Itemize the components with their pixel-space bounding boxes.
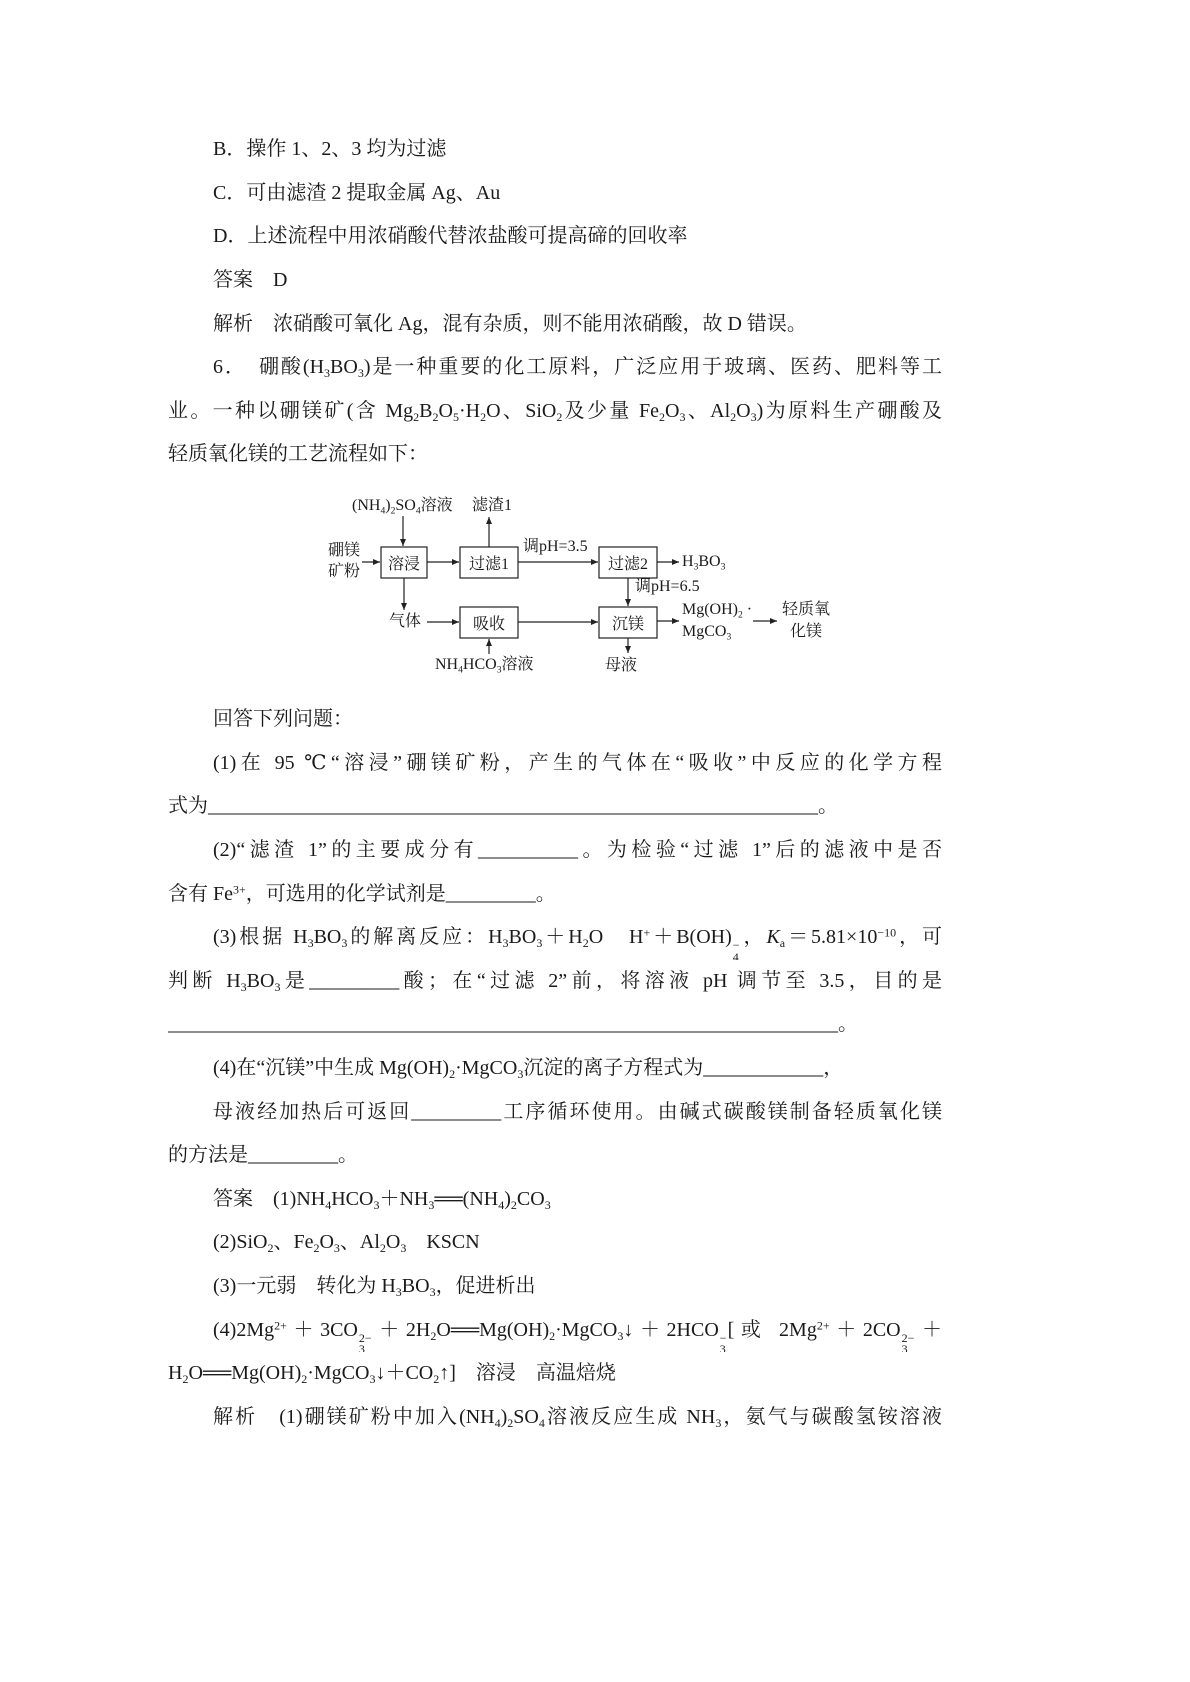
superscript: 2+	[274, 1317, 287, 1332]
text-run: (4)2Mg	[213, 1318, 275, 1341]
analysis-6-line-1	[168, 1396, 942, 1440]
box-precipitate	[599, 607, 657, 638]
text-run: (2)SiO	[213, 1231, 268, 1254]
answer-5	[168, 259, 942, 303]
residue-1-label	[472, 495, 512, 517]
light-mgo-line-1	[778, 599, 834, 621]
text-run: 判断 H	[168, 969, 241, 992]
subscript: 2	[510, 1197, 517, 1212]
sub-question-4-line-2	[168, 1091, 942, 1135]
subscript: 3	[274, 979, 281, 994]
text-run: ══(NH	[434, 1187, 499, 1210]
subscript: 3	[720, 561, 726, 573]
text-run: (2)“滤渣 1”的主要成分有__________。为检验“过滤 1”后的滤液中是否	[213, 838, 942, 861]
text-run: 的方法是_________。	[168, 1144, 358, 1167]
text-run: 、Fe	[273, 1231, 314, 1254]
superscript: −10	[877, 925, 897, 940]
text-run: 溶液	[501, 656, 534, 673]
ion-charge	[733, 940, 740, 960]
flowchart-lines	[318, 488, 858, 683]
adjust-ph-2-label	[635, 576, 700, 598]
question-6-body	[168, 698, 942, 1439]
text-run: 答案 (1)NH	[213, 1187, 326, 1210]
text-run: )是一种重要的化工原料，广泛应用于玻璃、医药、肥料等工	[363, 356, 942, 379]
subscript: 3	[544, 1197, 551, 1212]
text-run: ·MgCO	[455, 1056, 518, 1079]
text-run: 答案 D	[213, 268, 288, 291]
prompt-line	[168, 698, 942, 742]
sub-question-3-line-1	[168, 916, 942, 960]
text-run: 及少量 Fe	[562, 399, 660, 422]
option-d	[168, 215, 942, 259]
subscript: 2	[413, 409, 420, 424]
text-run: 调pH=6.5	[635, 578, 700, 595]
text-run: 溶液	[420, 497, 453, 514]
subscript: 2	[730, 409, 737, 424]
ion-charge	[358, 1330, 372, 1353]
subscript: 3	[496, 664, 502, 676]
text-run: O══Mg(OH)	[188, 1362, 302, 1385]
superscript: 2−	[901, 1330, 915, 1345]
text-run: 吸收	[472, 616, 505, 633]
subscript: 3	[901, 1341, 908, 1353]
text-run: 轻质氧化镁的工艺流程如下：	[168, 443, 428, 466]
text-run: ·H	[458, 399, 481, 422]
text-run: MgCO	[682, 623, 727, 640]
raw-material-line-2	[328, 561, 360, 582]
text-run: )	[500, 1405, 508, 1428]
text-run: (1)在 95 ℃“溶浸”硼镁矿粉，产生的气体在“吸收”中反应的化学方程	[213, 751, 942, 774]
text-run: H	[168, 1362, 183, 1385]
adjust-ph-1-label	[523, 536, 588, 558]
basic-carbonate-label	[682, 599, 752, 643]
text-run: O══Mg(OH)	[436, 1318, 550, 1341]
text-run: (3)根据 H	[213, 926, 308, 949]
subscript: 2	[430, 1328, 437, 1343]
text-run: 轻质氧	[781, 601, 830, 618]
text-run: 溶液反应生成 NH	[544, 1405, 716, 1428]
subscript: 3	[333, 1241, 340, 1256]
basic-carbonate-line-2	[682, 621, 752, 643]
box-filter-1	[460, 547, 518, 578]
reagent-label	[352, 495, 453, 517]
text-run: 解析 (1)硼镁矿粉中加入(NH	[213, 1405, 495, 1428]
text-run: HCO	[462, 656, 497, 673]
subscript: 3	[373, 1197, 380, 1212]
subscript: 2	[480, 409, 487, 424]
text-run: BO	[330, 356, 358, 379]
superscript: 2−	[358, 1330, 372, 1345]
text-run: BO	[401, 1274, 430, 1297]
sub-question-3-line-2	[168, 960, 942, 1004]
subscript: 2	[738, 609, 743, 621]
text-run: KSCN	[406, 1231, 480, 1254]
subscript: 3	[307, 936, 314, 951]
option-b	[168, 128, 942, 172]
text-run: ＋2H	[372, 1318, 431, 1341]
text-run: 过滤2	[607, 556, 648, 573]
text-run: (NH	[352, 497, 381, 514]
mother-liquor-label	[605, 655, 637, 677]
subscript: 3	[369, 1372, 376, 1387]
text-run: Mg(OH)	[682, 601, 738, 618]
text-run: (3)一元弱 转化为 H	[213, 1274, 396, 1297]
text-run: )	[504, 1187, 511, 1210]
text-run: 、Al	[339, 1231, 380, 1254]
subscript: 2	[301, 1372, 308, 1387]
text-run: 调pH=3.5	[523, 538, 588, 555]
text-run: ·MgCO	[307, 1362, 370, 1385]
question-5-tail	[168, 128, 942, 477]
text-run: ＋B(OH)	[650, 926, 732, 949]
text-run: D．上述流程中用浓硝酸代替浓盐酸可提高碲的回收率	[213, 225, 688, 248]
text-run: 6． 硼酸(H	[213, 356, 325, 379]
subscript: 3	[395, 1285, 402, 1300]
subscript: 4	[380, 505, 386, 517]
text-run: 滤渣1	[472, 497, 513, 514]
text-run: O	[736, 399, 751, 422]
answer-6-part-4-line-2	[168, 1352, 942, 1396]
text-run: 过滤1	[468, 556, 509, 573]
subscript: 3	[715, 1415, 722, 1430]
subscript: 3	[536, 936, 543, 951]
subscript: 2	[433, 1372, 440, 1387]
subscript: 4	[494, 1415, 501, 1430]
subscript: 3	[679, 409, 686, 424]
sub-question-2-line-2	[168, 873, 942, 917]
process-flowchart	[318, 488, 858, 683]
text-run: BO	[698, 553, 721, 570]
text-run: ，	[740, 926, 767, 949]
subscript: 2	[390, 505, 396, 517]
text-run: ↓＋2HCO	[623, 1318, 719, 1341]
subscript: 5	[452, 409, 459, 424]
box-leach	[381, 547, 427, 578]
subscript: 4	[325, 1197, 332, 1212]
text-run: 是_________酸；在“过滤 2”前，将溶液 pH 调节至 3.5，目的是	[280, 969, 942, 992]
text-run: BO	[246, 969, 275, 992]
subscript: 2	[182, 1372, 189, 1387]
text-run: 的解离反应：H	[347, 926, 503, 949]
subscript: 3	[726, 631, 732, 643]
subscript: 3	[617, 1328, 624, 1343]
text-run: O	[385, 1231, 401, 1254]
ion-charge	[901, 1330, 915, 1353]
light-mgo-label	[778, 599, 834, 643]
question-6-stem-line-2	[168, 390, 942, 434]
subscript: 3	[502, 936, 509, 951]
superscript: +	[643, 925, 651, 940]
text-run: 业。一种以硼镁矿(含 Mg	[168, 399, 414, 422]
question-6-stem-line-1	[168, 346, 942, 390]
subscript: 3	[324, 366, 331, 381]
box-filter-2	[599, 547, 657, 578]
text-run: )为原料生产硼酸及	[756, 399, 942, 422]
sub-question-2-line-1	[168, 829, 942, 873]
text-run: ·	[742, 601, 753, 618]
basic-carbonate-line-1	[682, 599, 752, 621]
text-run: ＋3CO	[286, 1318, 358, 1341]
box-absorb	[460, 607, 518, 638]
text-run: ___________________________________________________________________。	[168, 1013, 858, 1036]
text-run: ·MgCO	[555, 1318, 618, 1341]
text-run: 、Al	[685, 399, 731, 422]
text-run: O、SiO	[486, 399, 557, 422]
absorbent-label	[435, 654, 534, 676]
ion-charge	[719, 1330, 727, 1353]
subscript: 2	[507, 1415, 514, 1430]
subscript: 3	[400, 1241, 407, 1256]
text-run: ↑] 溶浸 高温焙烧	[439, 1362, 616, 1385]
text-run: NH	[435, 656, 459, 673]
text-run: 化镁	[789, 623, 822, 640]
sub-question-3-line-3	[168, 1003, 942, 1047]
text-run: ＋H	[542, 926, 583, 949]
superscript: 2+	[816, 1317, 830, 1332]
subscript: 3	[240, 979, 247, 994]
answer-6-part-1	[168, 1178, 942, 1222]
superscript: −	[719, 1330, 727, 1345]
text-run: 回答下列问题：	[213, 708, 353, 731]
sub-question-4-line-1	[168, 1047, 942, 1091]
subscript: 4	[498, 1197, 505, 1212]
superscript: 3+	[233, 881, 246, 896]
subscript: 2	[556, 409, 563, 424]
subscript: 2	[582, 936, 589, 951]
subscript: 2	[549, 1328, 556, 1343]
light-mgo-line-2	[778, 621, 834, 643]
text-run: HCO	[331, 1187, 374, 1210]
text-run: 含有 Fe	[168, 882, 233, 905]
italic-symbol: K	[766, 926, 780, 949]
subscript: 2	[267, 1241, 274, 1256]
raw-material-line-1	[328, 540, 360, 561]
text-run: 沉镁	[611, 616, 644, 633]
text-run: CO	[516, 1187, 545, 1210]
subscript: 3	[358, 1341, 365, 1353]
gas-label	[389, 611, 421, 633]
text-run: ＋NH	[379, 1187, 429, 1210]
text-run: 母液	[605, 657, 638, 674]
subscript: 4	[732, 949, 739, 960]
subscript: 3	[429, 1285, 436, 1300]
subscript: 2	[379, 1241, 386, 1256]
subscript: 4	[538, 1415, 545, 1430]
text-run: 式为_____________________________________________________________。	[168, 795, 838, 818]
text-run: O	[665, 399, 680, 422]
text-run: ＋	[915, 1318, 942, 1341]
text-run: 母液经加热后可返回_________工序循环使用。由碱式碳酸镁制备轻质氧化镁	[213, 1100, 942, 1123]
sub-question-4-line-3	[168, 1134, 942, 1178]
text-run: B．操作 1、2、3 均为过滤	[213, 138, 447, 161]
subscript: 3	[693, 561, 699, 573]
subscript: 3	[750, 409, 757, 424]
text-run: BO	[508, 926, 537, 949]
text-run: 气体	[389, 613, 422, 630]
option-c	[168, 172, 942, 216]
text-run: [或 2Mg	[727, 1318, 817, 1341]
subscript: 2	[449, 1067, 456, 1082]
subscript: 3	[341, 936, 348, 951]
answer-6-part-4-line-1	[168, 1309, 942, 1353]
text-run: ，促进析出	[435, 1274, 536, 1297]
subscript: 4	[458, 664, 463, 676]
text-run: ＝5.81×10	[785, 926, 878, 949]
subscript: 2	[313, 1241, 320, 1256]
question-6-stem-line-3	[168, 433, 942, 477]
text-run: ↓＋CO	[375, 1362, 434, 1385]
subscript: 3	[357, 366, 364, 381]
subscript: 3	[719, 1341, 726, 1353]
text-run: 沉淀的离子方程式为____________，	[523, 1056, 844, 1079]
text-run: C．可由滤渣 2 提取金属 Ag、Au	[213, 181, 501, 204]
subscript: 2	[432, 409, 439, 424]
subscript: 2	[659, 409, 666, 424]
analysis-5	[168, 303, 942, 347]
sub-question-1-line-1	[168, 742, 942, 786]
text-run: O	[438, 399, 453, 422]
text-run: O	[319, 1231, 334, 1254]
answer-6-part-2	[168, 1221, 942, 1265]
text-run: ＋2CO	[829, 1318, 901, 1341]
text-run: ，可	[896, 926, 942, 949]
raw-material-label	[328, 540, 360, 582]
sub-question-1-line-2	[168, 785, 942, 829]
subscript: 3	[428, 1197, 435, 1212]
text-run: SO	[395, 497, 416, 514]
text-run: 解析 浓硝酸可氧化 Ag，混有杂质，则不能用浓硝酸，故 D 错误。	[213, 312, 807, 335]
boric-acid-product-label	[682, 551, 725, 573]
text-run: ，可选用的化学试剂是_________。	[245, 882, 556, 905]
text-run: B	[419, 399, 433, 422]
text-run: 溶浸	[387, 556, 420, 573]
text-run: H	[682, 553, 694, 570]
subscript: a	[779, 936, 786, 951]
text-run: )	[385, 497, 391, 514]
text-run: (4)在“沉镁”中生成 Mg(OH)	[213, 1056, 450, 1079]
subscript: 4	[415, 505, 421, 517]
text-run: ，氨气与碳酸氢铵溶液	[721, 1405, 942, 1428]
text-run: 矿粉	[328, 563, 361, 580]
text-run: O H	[588, 926, 644, 949]
superscript: −	[732, 938, 740, 953]
answer-6-part-3	[168, 1265, 942, 1309]
text-run: SO	[513, 1405, 539, 1428]
subscript: 3	[517, 1067, 524, 1082]
text-run: BO	[313, 926, 342, 949]
text-run: 硼镁	[328, 542, 361, 559]
